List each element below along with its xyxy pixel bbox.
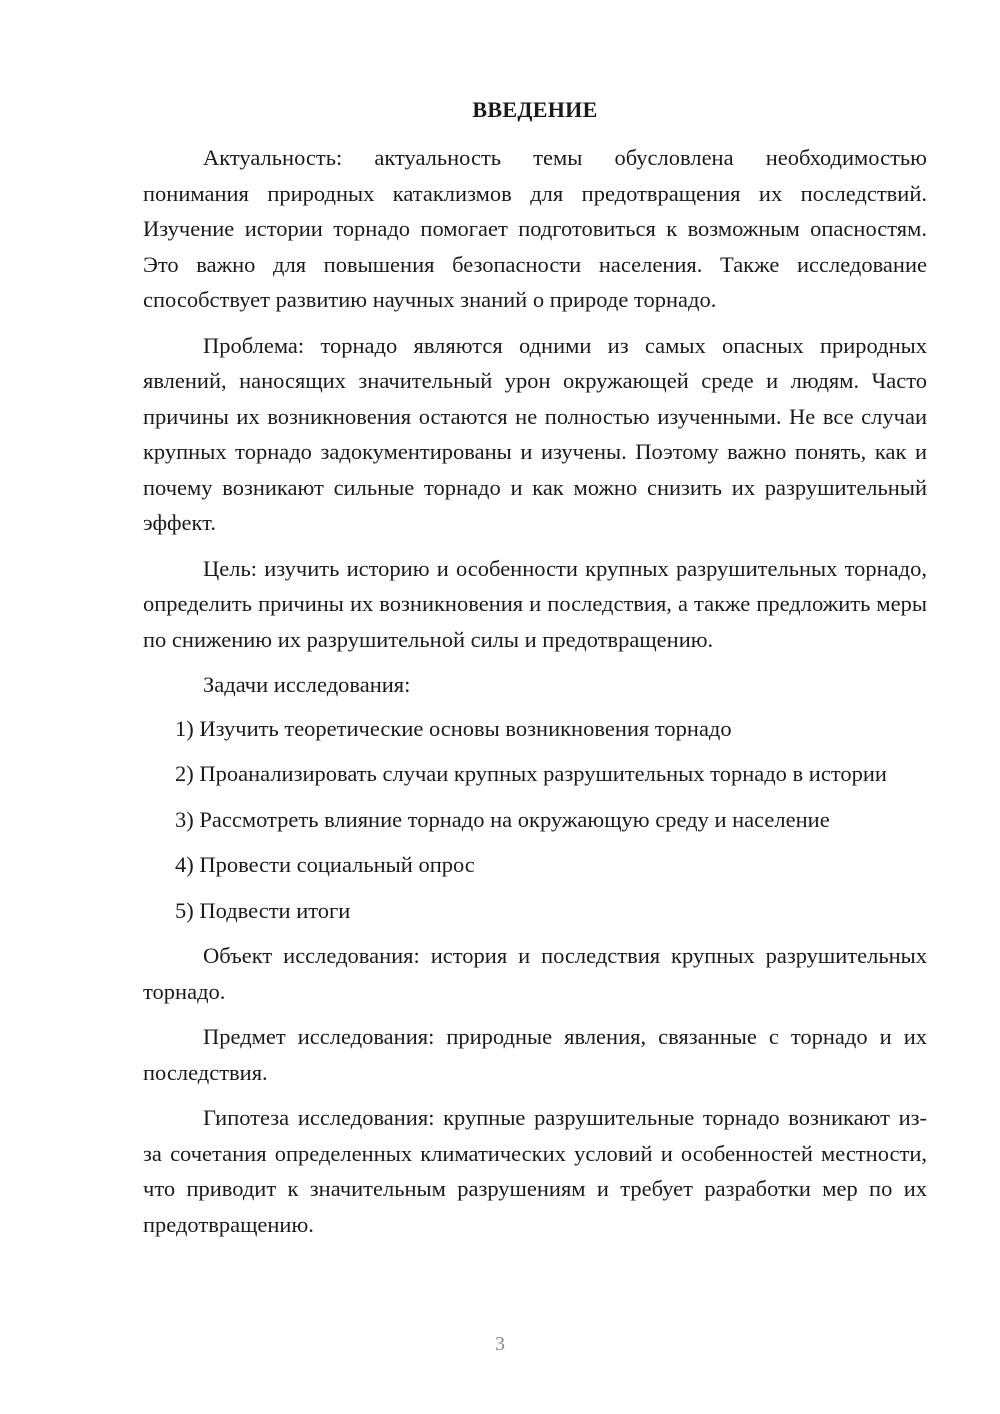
task-item-3: 3) Рассмотреть влияние торнадо на окружающую среду и население (175, 806, 830, 832)
paragraph-relevance: Актуальность: актуальность темы обусловлена необходимостью понимания природных катаклизмов для предотвращения их последствий. Изучение истории торнадо помогает подготовиться к возможным опасностям. Это важно для повышения безопасности населения. Также исследование способствует развитию научных знаний о природе торнадо. (143, 145, 927, 312)
tasks-heading: Задачи исследования: (203, 672, 411, 697)
task-item-2: 2) Проанализировать случаи крупных разрушительных торнадо в истории (175, 761, 887, 786)
paragraph-problem: Проблема: торнадо являются одними из самых опасных природных явлений, наносящих значительный урон окружающей среде и людям. Часто причины их возникновения остаются не полностью изученными. Не все случаи крупных торнадо задокументированы и изучены. Поэтому важно понять, как и почему возникают сильные торнадо и как можно снизить их разрушительный эффект. (143, 332, 927, 535)
task-item-5: 5) Подвести итоги (175, 897, 351, 923)
page-content (143, 92, 927, 1252)
paragraph-object: Объект исследования: история и последствия крупных разрушительных торнадо. (143, 943, 927, 1004)
paragraph-goal: Цель: изучить историю и особенности крупных разрушительных торнадо, определить причины их возникновения и последствия, а также предложить меры по снижению их разрушительной силы и предотвращению. (143, 555, 927, 652)
task-item-1: 1) Изучить теоретические основы возникновения торнадо (175, 715, 732, 741)
paragraph-subject: Предмет исследования: природные явления, связанные с торнадо и их последствия. (143, 1024, 927, 1085)
paragraph-hypothesis: Гипотеза исследования: крупные разрушительные торнадо возникают из-за сочетания определенных климатических условий и особенностей местности, что приводит к значительным разрушениям и требует разработки мер по их предотвращению. (143, 1105, 927, 1237)
section-title: ВВЕДЕНИЕ (472, 97, 598, 122)
page-number: 3 (495, 1333, 505, 1355)
task-item-4: 4) Провести социальный опрос (175, 852, 475, 877)
